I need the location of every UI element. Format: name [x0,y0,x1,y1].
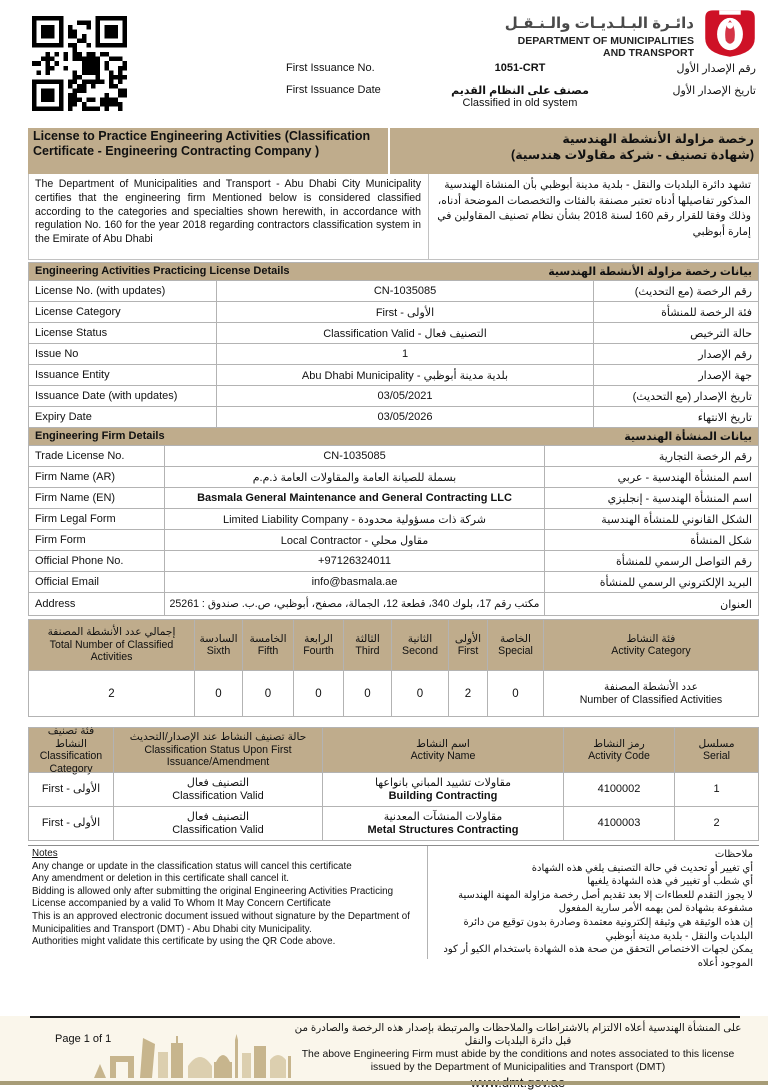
fifth-count: 0 [242,670,293,716]
header-second: الثانية Second [391,620,448,670]
table-row: Trade License No. CN-1035085 رقم الرخصة التجارية [29,445,758,466]
notes-section [28,845,759,969]
footer-divider [30,1016,740,1018]
first-count: 2 [448,670,487,716]
number-of-classified-label: عدد الأنشطة المصنفة Number of Classified Activities [543,670,758,716]
license-details-table [28,262,759,428]
first-issuance-no-value: 1051-CRT [494,62,546,74]
table-row: Issuance Date (with updates) 03/05/2021 تاريخ الإصدار (مع التحديث) [29,385,758,406]
fourth-count: 0 [293,670,343,716]
table-row: License No. (with updates) CN-1035085 رقم الرخصة (مع التحديث) [29,280,758,301]
table-row: Firm Form Local Contractor - مقاول محلي شكل المنشأة [29,529,758,550]
table-row: License Status Classification Valid - التصنيف فعال حالة الترخيص [29,322,758,343]
table-row: Issue No 1 رقم الإصدار [29,343,758,364]
note-line: لا يجوز التقدم للعطاءات إلا بعد تقديم أصل رخصة مزاولة المهنة الهندسية مشفوعة بشهادة لمن يهمه الأمر سارية المفعول [458,889,753,915]
activity-name: مقاولات تشييد المباني بانواعها Building Contracting [322,772,563,806]
note-line: Any amendment or deletion in this certificate shall cancel it. [32,873,290,885]
table-row [29,772,758,806]
firm-details-header: Engineering Firm Details بيانات المنشأة الهندسية [29,428,758,445]
activity-code: 4100002 [563,772,674,806]
first-issuance-date-value: مصنف على النظام القديم Classified in old system [451,85,589,109]
classified-activities-table [28,727,759,841]
header-fifth: الخامسة Fifth [242,620,293,670]
certification-statement [28,174,759,260]
footer [0,1016,768,1085]
classification-status: التصنيف فعال Classification Valid [113,772,322,806]
certificate-title-bar [28,128,759,174]
special-count: 0 [487,670,543,716]
table-row: Firm Name (EN) Basmala General Maintenance and General Contracting LLC اسم المنشأة الهندسية - إنجليزي [29,487,758,508]
classified-old-system-text: Classified in old system [462,97,578,109]
first-issuance-date-label: First Issuance Date [286,84,381,96]
table-row: Issuance Entity Abu Dhabi Municipality - بلدية مدينة أبوظبي جهة الإصدار [29,364,758,385]
header-activity-name: اسم النشاط Activity Name [322,728,563,772]
first-issuance-date-label-ar: تاريخ الإصدار الأول [672,85,756,97]
firm-details-table [28,427,759,616]
logo-english-line1: DEPARTMENT OF MUNICIPALITIES [517,35,694,47]
activity-name: مقاولات المنشآت المعدنية Metal Structures Contracting [322,806,563,840]
qr-code-icon [32,16,127,111]
sixth-count: 0 [194,670,242,716]
table-row: Firm Name (AR) بسملة للصيانة العامة والمقاولات العامة ذ.م.م اسم المنشأة الهندسية - عربي [29,466,758,487]
second-count: 0 [391,670,448,716]
table-row: Expiry Date 03/05/2026 تاريخ الانتهاء [29,406,758,427]
notes-title-en: Notes [32,848,58,859]
footer-bottom-strip [0,1081,768,1085]
third-count: 0 [343,670,391,716]
certificate-title-en: License to Practice Engineering Activities (Classification Certificate - Engineering Contracting Company ) [28,128,388,174]
header-activity-category: فئة النشاط Activity Category [543,620,758,670]
logo-english-line2: AND TRANSPORT [603,47,694,59]
header-first: الأولى First [448,620,487,670]
logo-arabic-name: دائـرة البـلـديـات والـنـقـل [504,15,694,32]
classification-category: First - الأولى [29,806,113,840]
notes-ar [428,846,759,969]
header-classification-status: حالة تصنيف النشاط عند الإصدار/التحديث Classification Status Upon First Issuance/Amendment [113,728,322,772]
qr-code [32,16,127,111]
notes-en [28,846,428,959]
dmt-logo [428,8,758,59]
classification-category: First - الأولى [29,772,113,806]
activity-code: 4100003 [563,806,674,840]
header-classification-category: فئة تصنيف النشاط Classification Category [39,725,103,775]
serial-number: 2 [674,806,758,840]
total-classified-count: 2 [29,670,194,716]
license-details-header: Engineering Activities Practicing License Details بيانات رخصة مزاولة الأنشطة الهندسية [29,263,758,280]
note-line: This is an approved electronic document issued without signature by the Department of Municipalities and Transport (DMT) - Abu Dhabi city Municipality. [32,910,410,935]
table-row: Official Phone No. +97126324011 رقم التواصل الرسمي للمنشأة [29,550,758,571]
note-line: أي شطب أو تغيير في هذه الشهادة يلغيها [587,876,753,888]
table-row: License Category First - الأولى فئة الرخصة للمنشأة [29,301,758,322]
note-line: إن هذه الوثيقة هي وثيقة إلكترونية معتمدة وصادرة بدون توقيع من دائرة البلديات والنقل - بلدية مدينة أبوظبي [463,916,753,942]
classified-activities-header [29,725,758,775]
serial-number: 1 [674,772,758,806]
first-issuance-no-label-ar: رقم الإصدار الأول [676,63,756,75]
category-summary-header [29,620,758,670]
note-line: يمكن لجهات الاختصاص التحقق من صحة هذه الشهادة باستخدام الكيو أر كود الموجود أعلاه [443,944,753,969]
category-summary-table [28,619,759,717]
header-activity-code: رمز النشاط Activity Code [563,728,674,772]
header-serial: مسلسل Serial [674,728,758,772]
page-indicator: Page 1 of 1 [55,1033,112,1045]
category-summary-values [29,670,758,716]
footer-statement-en: The above Engineering Firm must abide by the conditions and notes associated to this license issued by the Department of Municipalities and Transport (DMT) [301,1049,735,1073]
header-total: إجمالي عدد الأنشطة المصنفة Total Number of Classified Activities [47,626,176,664]
footer-statement [292,1022,744,1090]
table-row: Official Email info@basmala.ae البريد الإلكتروني الرسمي للمنشأة [29,571,758,592]
city-skyline-icon [92,1026,297,1081]
note-line: Bidding is allowed only after submitting the original Engineering Activities Practicing License accompanied by a valid To Whom It May Concern Certificate [32,885,394,910]
table-row: Firm Legal Form Limited Liability Company - شركة ذات مسؤولية محدودة الشكل القانوني للمنشأة الهندسية [29,508,758,529]
abu-dhabi-emblem-icon [702,8,758,58]
footer-statement-ar: على المنشأة الهندسية أعلاه الالتزام بالاشتراطات والملاحظات والمرتبطة بإصدار هذه الرخصة والصادرة من قبل دائرة البلديات والنقل [294,1023,742,1047]
note-line: Any change or update in the classification status will cancel this certificate [32,860,352,872]
first-issuance-no-label: First Issuance No. [286,62,375,74]
header-sixth: السادسة Sixth [194,620,242,670]
note-line: Authorities might validate this certificate by using the QR Code above. [32,936,336,948]
certification-statement-en: The Department of Municipalities and Transport - Abu Dhabi City Municipality certifies that the engineering firm Mentioned below is considered classified according to the categories and specialties shown herewith, in accordance with regulation No. 160 for the year 2018 regarding contractors classification system in the Emirate of Abu Dhabi [29,174,429,259]
certificate-title-ar: رخصة مزاولة الأنشطة الهندسية (شهادة تصنيف - شركة مقاولات هندسية) [390,128,759,174]
table-row [29,806,758,840]
note-line: أي تغيير أو تحديث في حالة التصنيف يلغي هذه الشهادة [531,862,753,874]
header-third: الثالثة Third [343,620,391,670]
classification-status: التصنيف فعال Classification Valid [113,806,322,840]
header-fourth: الرابعة Fourth [293,620,343,670]
certification-statement-ar: تشهد دائرة البلديات والنقل - بلدية مدينة أبوظبي بأن المنشاة الهندسية المذكور تفاصيلها أدناه تعتبر مصنفة بالفئات والتخصصات الموضحة أدناه، وذلك وفقا للقرار رقم 160 لسنة 2018 بشأن نظام تصنيف المقاولين في إمارة أبوظبي [437,179,751,238]
table-row: Address مكتب رقم 17، بلوك 340، قطعة 12، الجمالة، مصفح، أبوظبي، ص.ب. صندوق : 25261 العنوان [29,592,758,615]
notes-title-ar: ملاحظات [714,849,753,860]
header-special: الخاصة Special [487,620,543,670]
